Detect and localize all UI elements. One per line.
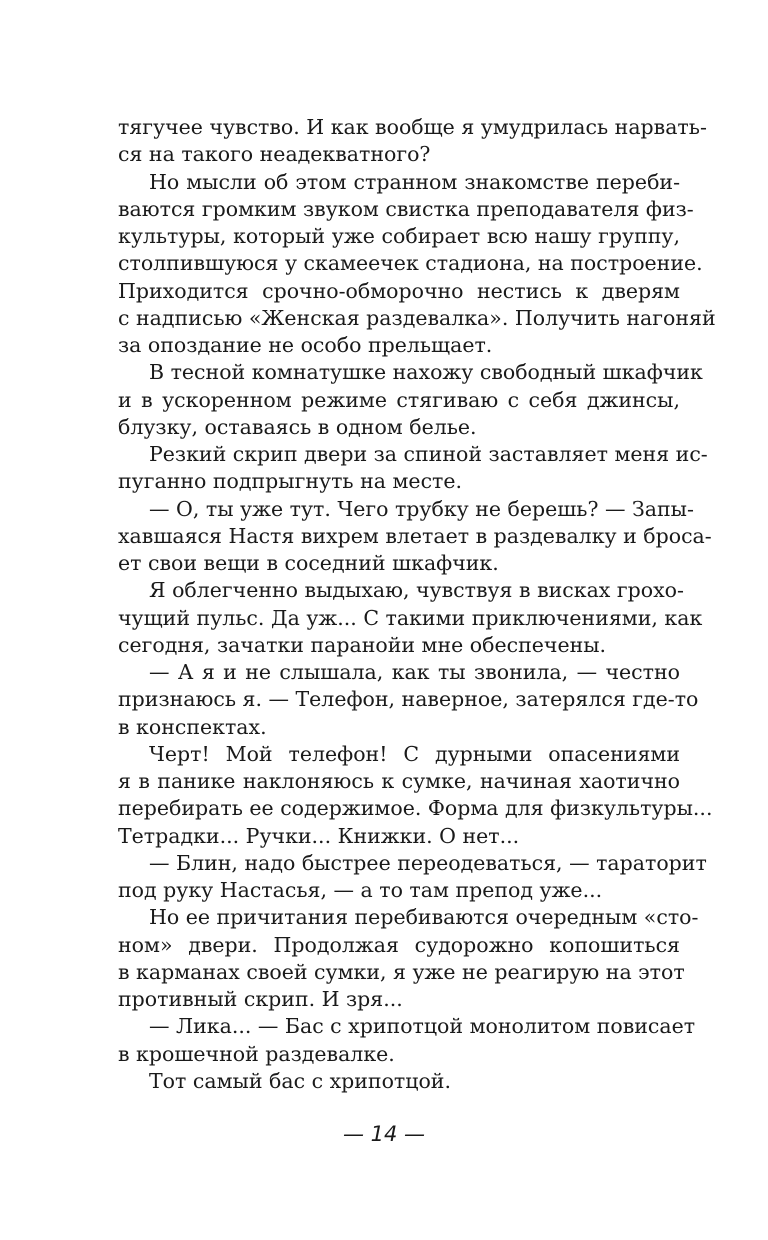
text-line: с надписью «Женская раздевалка». Получить нагоняй [118,305,716,330]
text-line: в конспектах. [118,714,267,739]
text-line: Тот самый бас с хрипотцой. [149,1068,451,1093]
text-line: — А я и не слышала, как ты звонила, — честно [149,660,680,684]
text-line: блузку, оставаясь в одном белье. [118,414,477,439]
text-line: ся на такого неадекватного? [118,142,431,167]
text-line: — Лика... — Бас с хрипотцой монолитом повисает [149,1014,696,1039]
text-line: за опоздание не особо прельщает. [118,333,493,357]
page-number: — 14 — [342,1122,426,1146]
text-line: перебирать ее содержимое. Форма для физкультуры... [118,796,713,821]
text-line: ваются громким звуком свистка преподавателя физ- [118,196,694,221]
text-line: хавшаяся Настя вихрем влетает в раздевалку и броса- [118,523,712,548]
text-line: ет свои вещи в соседний шкафчик. [118,551,499,575]
text-line: я в панике наклоняюсь к сумке, начиная хаотично [118,769,680,793]
text-line: В тесной комнатушке нахожу свободный шкафчик [149,360,703,385]
text-line: Я облегченно выдыхаю, чувствуя в висках грохо- [149,578,684,603]
text-line: Но ее причитания перебиваются очередным «сто- [149,905,699,930]
text-line: в карманах своей сумки, я уже не реагирую на этот [118,959,685,984]
text-line: Но мысли об этом странном знакомстве переби- [149,169,680,194]
text-line: Резкий скрип двери за спиной заставляет меня ис- [149,442,708,466]
text-line: — О, ты уже тут. Чего трубку не берешь? — Запы- [149,496,694,521]
text-line: тягучее чувство. И как вообще я умудрилась нарвать- [118,115,707,139]
text-line: культуры, который уже собирает всю нашу группу, [118,224,680,248]
text-line: чущий пульс. Да уж... С такими приключениями, как [118,605,703,630]
text-line: ном» двери. Продолжая судорожно копошиться [118,932,680,957]
text-line: и в ускоренном режиме стягиваю с себя джинсы, [118,387,680,412]
text-line: Приходится срочно-обморочно нестись к дверям [118,278,680,303]
text-line: сегодня, зачатки паранойи мне обеспечены. [118,632,607,657]
text-line: под руку Настасья, — а то там препод уже... [118,878,603,902]
text-line: Черт! Мой телефон! С дурными опасениями [149,741,680,766]
text-line: признаюсь я. — Телефон, наверное, затерялся где-то [118,687,699,712]
text-line: столпившуюся у скамеечек стадиона, на построение. [118,251,703,276]
text-line: в крошечной раздевалке. [118,1041,395,1066]
text-line: — Блин, надо быстрее переодеваться, — тараторит [149,850,707,875]
text-line: пуганно подпрыгнуть на месте. [118,469,463,494]
text-line: противный скрип. И зря... [118,987,403,1011]
text-line: Тетрадки... Ручки... Книжки. О нет... [118,823,520,848]
book-page-text [118,114,716,1095]
